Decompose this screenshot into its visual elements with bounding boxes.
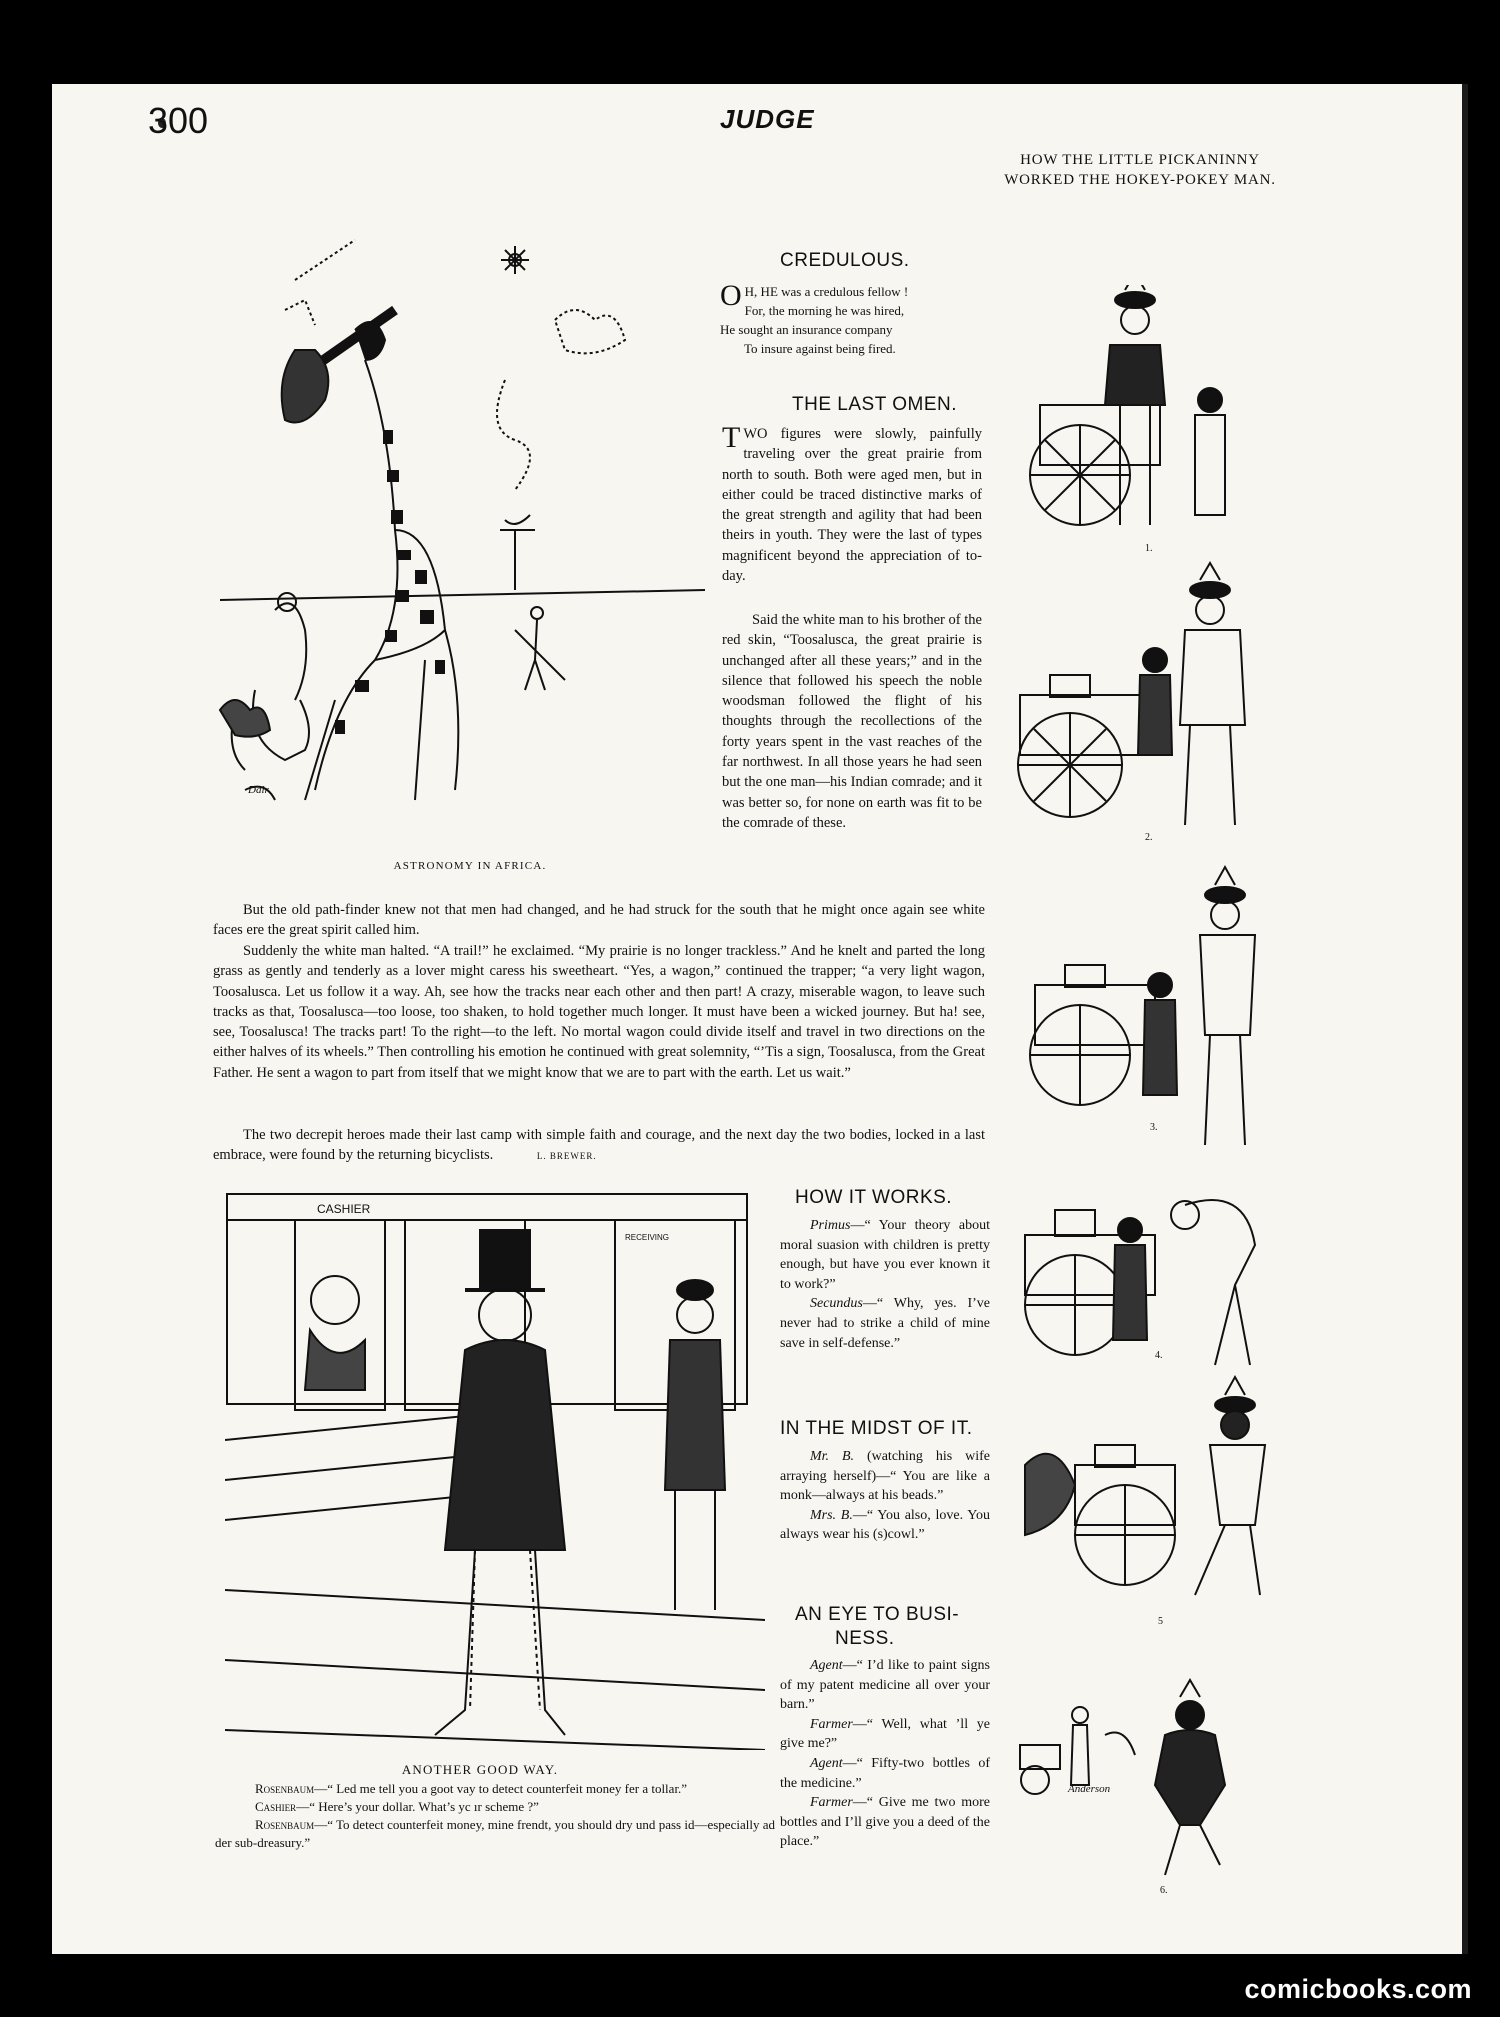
last-omen-signature: L. BREWER. [536,1151,597,1162]
illustration-signature: Dalr [248,784,269,796]
speaker-agent-2: Agent [810,1755,843,1771]
cashier-sign: CASHIER [317,1202,371,1216]
eye-line-4 [780,1793,990,1852]
panel-number-5: 5 [1158,1616,1163,1627]
panel-number-3: 3. [1150,1122,1158,1133]
last-omen-para1-text: WO figures were slowly, painfully traveling over the great prairie from north to south. Both were aged men, but in either could be traced distinctive marks of the great strength and agility that had been theirs in youth. They were the last of types magnificent beyond the appreciation of to-day. [722,426,982,585]
eye-line-3 [780,1754,990,1793]
side-strip-title [990,150,1290,190]
mr-b-text: (watching his wife arraying herself)—“ You are like a monk—always at his beads.” [780,1449,990,1504]
dialogue-line-2 [215,1798,775,1816]
verse-line-2: For, the morning he was hired, [744,303,905,318]
mrs-b-text: —“ You also, love. You always wear his (s)cowl.” [780,1507,990,1543]
primus-text: —“ Your theory about moral suasion with children is pretty enough, but have you ever known it to work?” [780,1218,990,1292]
dialogue-line-1 [215,1780,775,1798]
speaker-secundus: Secundus [810,1296,863,1312]
speaker-farmer-1: Farmer [810,1716,853,1732]
watermark: comicbooks.com [1244,1974,1472,2004]
side-strip-signature: Anderson [1068,1783,1111,1795]
speaker-agent-1: Agent [810,1658,843,1673]
speaker-3: Rosenbaum [255,1817,315,1832]
dialogue-line-3 [215,1816,775,1852]
how-it-works-line-2 [780,1294,990,1353]
last-omen-para4: Suddenly the white man halted. “A trail!” he exclaimed. “My prairie is no longer trackless.” And he knelt and parted the long grass as gently and tenderly as a lover might caress his sweetheart. “Yes, a wagon,” continued the trapper; “a very light wagon, Toosalusca. Let us follow it a way. Ah, see how the tracks near each other and then part! A crazy, miserable wagon, to leave such tracks as that, Toosalusca—too loose, too shaken, to hold together much longer. It must have been a wicked journey. But ha! see, see, Toosalusca! The tracks part! To the right—to the left. No mortal wagon could divide itself and travel in two directions on the either halves of its wheels.” Then controlling his emotion he continued with great solemnity, “’Tis a sign, Toosalusca, from the Great Father. He sent a wagon to part from itself that we might know that we are to part with the earth. Let us wait.” [213,943,985,1081]
panel-number-6: 6. [1160,1885,1168,1896]
panel-number-2: 2. [1145,832,1153,843]
page-number: 300 [148,100,209,141]
agent-text-2: —“ Fifty-two bottles of the medicine.” [780,1755,990,1791]
agent-text-1: —“ I’d like to paint signs of my patent medicine all over your barn.” [780,1658,990,1713]
midst-of-it-body [780,1447,990,1545]
credulous-dropcap: O [720,279,742,312]
farmer-text-1: —“ Well, what ’ll ye give me?” [780,1716,990,1752]
last-omen-para5-text: The two decrepit heroes made their last camp with simple faith and courage, and the next day the two bodies, locked in a last embrace, were found by the returning bicyclists. [213,1127,985,1164]
adjacent-page-edge [1462,84,1468,1954]
speaker-primus: Primus [810,1218,851,1233]
last-omen-para1 [722,421,982,586]
speaker-mr-b: Mr. B. [810,1449,855,1464]
eye-to-business-body [780,1656,990,1852]
midst-line-1 [780,1447,990,1506]
dialogue-text-1: —“ Led me tell you a goot vay to detect counterfeit money fer a tollar.” [314,1781,688,1796]
speaker-farmer-2: Farmer [810,1795,853,1811]
cashier-dialogue [215,1780,775,1852]
eye-to-business-title [795,1603,995,1651]
side-strip-panels [1010,285,1290,1905]
astronomy-illustration [215,230,715,850]
midst-line-2 [780,1506,990,1545]
speaker-1: Rosenbaum [255,1781,315,1796]
side-title-line-1: HOW THE LITTLE PICKANINNY [1020,152,1260,168]
last-omen-title: THE LAST OMEN. [792,394,958,415]
speaker-mrs-b: Mrs. B. [810,1507,853,1523]
eye-title-line-2: NESS. [835,1628,895,1649]
last-omen-para2: Said the white man to his brother of the red skin, “Toosalusca, the great prairie is unchanged after all these years;” and in the silence that followed his speech the noble woodsman followed the flight of his thoughts through the recollections of the forty years spent in the vast reaches of the far northwest. In all those years he had seen but the one man—his Indian comrade; and it was better so, for none on earth was fit to be the comrade of these. [722,612,982,831]
how-it-works-line-1 [780,1216,990,1294]
farmer-text-2: —“ Give me two more bottles and I’ll give you a deed of the place.” [780,1795,990,1850]
verse-line-4: To insure against being fired. [744,341,896,356]
verse-line-3: He sought an insurance company [720,322,893,337]
receiving-sign: RECEIVING [625,1233,670,1242]
speaker-2: Cashier [255,1799,297,1814]
masthead: JUDGE [720,104,815,134]
eye-title-line-1: AN EYE TO BUSI- [795,1604,960,1625]
dialogue-text-3: —“ To detect counterfeit money, mine frendt, you should dry und pass id—especially ad der sub-dreasury.” [215,1817,775,1850]
last-omen-para5 [213,1125,985,1167]
panel-number-1: 1. [1145,543,1153,554]
dialogue-text-2: —“ Here’s your dollar. What’s yc ır scheme ?” [296,1799,539,1814]
eye-line-1 [780,1656,990,1715]
midst-of-it-title: IN THE MIDST OF IT. [780,1418,973,1439]
credulous-title: CREDULOUS. [780,250,910,271]
eye-line-2 [780,1715,990,1754]
illustration-caption-bottom: ANOTHER GOOD WAY. [401,1762,559,1777]
last-omen-dropcap: T [722,421,741,454]
last-omen-para3: But the old path-finder knew not that men had changed, and he had struck for the south that he might once again see white faces ere the great spirit called him. [213,902,985,939]
how-it-works-body [780,1216,990,1353]
panel-number-4: 4. [1155,1350,1163,1361]
how-it-works-title: HOW IT WORKS. [795,1187,953,1208]
secundus-text: —“ Why, yes. I’ve never had to strike a child of mine save in self-defense.” [780,1296,990,1351]
verse-line-1: H, HE was a credulous fellow ! [744,284,909,299]
illustration-caption-top: ASTRONOMY IN AFRICA. [393,860,547,872]
cashier-illustration [225,1190,765,1750]
side-title-line-2: WORKED THE HOKEY-POKEY MAN. [1004,172,1276,188]
credulous-verse [720,279,1010,358]
